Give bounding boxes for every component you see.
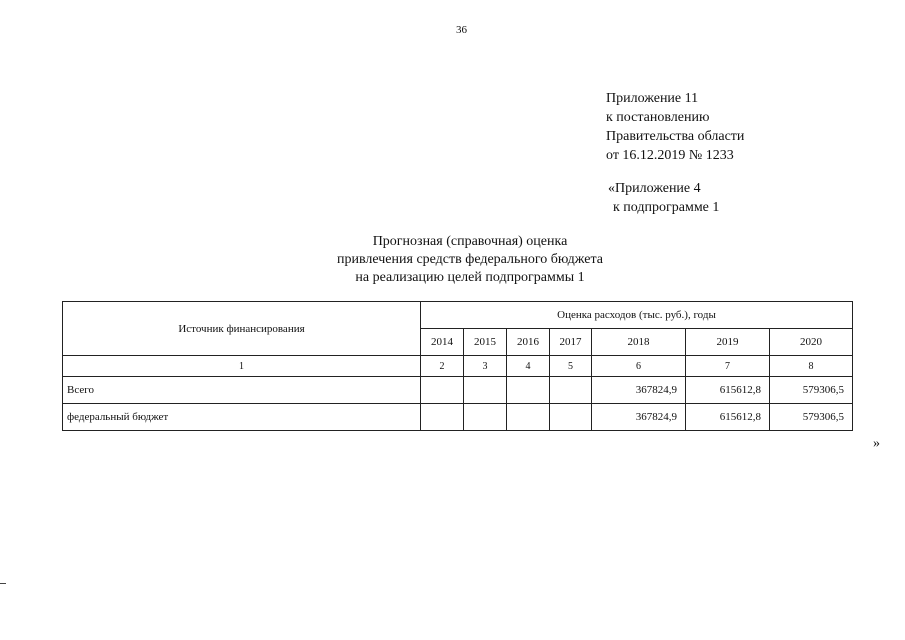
budget-table <box>62 301 853 431</box>
column-number: 1 <box>63 356 421 377</box>
table-cell <box>421 404 464 431</box>
year-header: 2016 <box>507 329 550 356</box>
year-header: 2014 <box>421 329 464 356</box>
table-cell: 367824,9 <box>592 377 686 404</box>
year-header: 2017 <box>550 329 592 356</box>
table-cell <box>421 377 464 404</box>
year-header: 2020 <box>770 329 853 356</box>
appendix-reference <box>606 89 744 165</box>
sub-appendix-reference <box>608 179 719 217</box>
row-label: Всего <box>63 377 421 404</box>
row-label: федеральный бюджет <box>63 404 421 431</box>
appendix-line: Правительства области <box>606 129 745 144</box>
column-number: 5 <box>550 356 592 377</box>
table-cell: 615612,8 <box>686 404 770 431</box>
table-cell <box>464 404 507 431</box>
appendix-line: Приложение 11 <box>606 91 699 106</box>
title-line: Прогнозная (справочная) оценка <box>372 234 568 249</box>
closing-quote: » <box>873 436 880 451</box>
title-line: на реализацию целей подпрограммы 1 <box>355 270 585 285</box>
sub-appendix-line: «Приложение 4 <box>608 181 701 196</box>
scan-edge-mark <box>0 583 6 584</box>
page-number: 36 <box>456 24 467 36</box>
column-number: 8 <box>770 356 853 377</box>
column-number: 2 <box>421 356 464 377</box>
table-cell <box>550 404 592 431</box>
sub-appendix-line: к подпрограмме 1 <box>613 200 720 215</box>
document-title <box>250 233 690 287</box>
column-number: 3 <box>464 356 507 377</box>
table-cell <box>464 377 507 404</box>
year-header: 2019 <box>686 329 770 356</box>
table-cell: 367824,9 <box>592 404 686 431</box>
appendix-line: к постановлению <box>606 110 710 125</box>
column-number-row <box>63 356 853 377</box>
title-line: привлечения средств федерального бюджета <box>337 252 603 267</box>
year-header: 2018 <box>592 329 686 356</box>
column-number: 4 <box>507 356 550 377</box>
year-header: 2015 <box>464 329 507 356</box>
table-cell <box>507 377 550 404</box>
table-cell: 579306,5 <box>770 404 853 431</box>
table-cell <box>550 377 592 404</box>
table-cell <box>507 404 550 431</box>
table-header-row <box>63 302 853 329</box>
table-row-total <box>63 377 853 404</box>
source-header: Источник финансирования <box>63 302 421 356</box>
table-cell: 615612,8 <box>686 377 770 404</box>
table-cell: 579306,5 <box>770 377 853 404</box>
table-row-federal <box>63 404 853 431</box>
column-number: 6 <box>592 356 686 377</box>
appendix-line: от 16.12.2019 № 1233 <box>606 148 734 163</box>
column-number: 7 <box>686 356 770 377</box>
estimate-header: Оценка расходов (тыс. руб.), годы <box>421 302 853 329</box>
